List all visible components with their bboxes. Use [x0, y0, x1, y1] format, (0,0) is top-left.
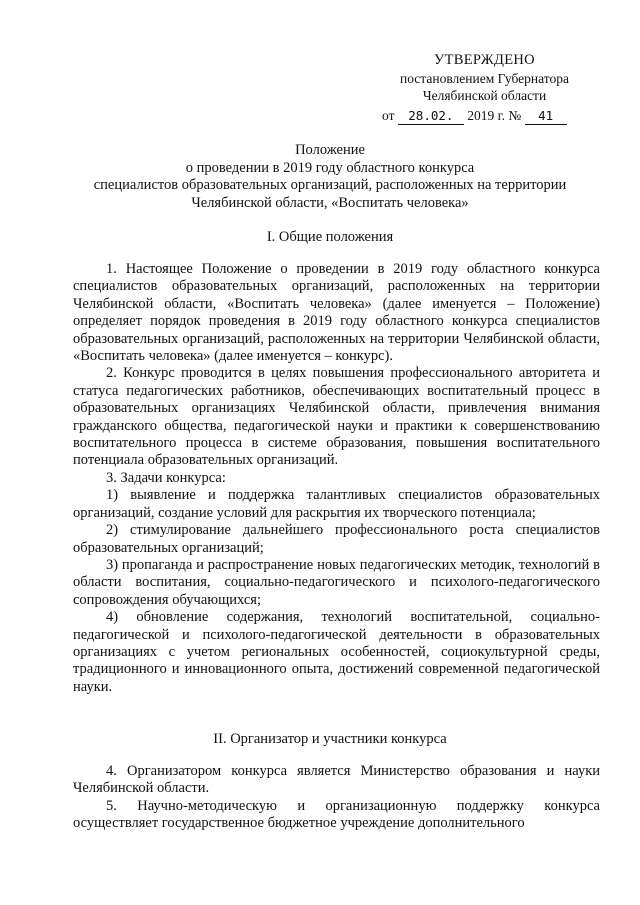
paragraph: 1. Настоящее Положение о проведении в 2019 году областного конкурса специалистов образовательных организаций, расположенных на территории Челябинской области, «Воспитать человека» (далее именуется – Положение) определяет порядок проведения в 2019 году областного конкурса специалистов образовательных организаций, расположенных на территории Челябинской области, «Воспитать человека» (далее именуется – конкурс). [73, 261, 600, 365]
paragraph: 2) стимулирование дальнейшего профессионального роста специалистов образовательных организаций; [73, 522, 600, 556]
document-subtitle-line: Челябинской области, «Воспитать человека» [191, 194, 469, 211]
approval-date-handwritten: 28.02. [398, 107, 464, 126]
paragraph: 3) пропаганда и распространение новых педагогических методик, технологий в области воспитания, социально-педагогического и психолого-педагогического сопровождения обучающихся; [73, 556, 600, 608]
paragraph: 4) обновление содержания, технологий воспитательной, социально-педагогической и психолого-педагогической деятельности в образовательных организациях с учетом региональных особенностей, социокультурной среды, традиционного и инновационного опыта, достижений современной педагогической науки. [73, 609, 600, 695]
section-2-body [73, 763, 600, 833]
section-heading-2: II. Организатор и участники конкурса [213, 731, 447, 747]
paragraph: 4. Организатором конкурса является Министерство образования и науки Челябинской области. [73, 763, 600, 797]
approval-line-1: постановлением Губернатора [400, 70, 569, 86]
document-subtitle-line: о проведении в 2019 году областного конкурса [185, 159, 475, 176]
section-heading-1: I. Общие положения [266, 229, 394, 245]
paragraph: 5. Научно-методическую и организационную поддержку конкурса осуществляет государственное бюджетное учреждение дополнительного [73, 797, 600, 832]
paragraph: 1) выявление и поддержка талантливых специалистов образовательных организаций, создание условий для раскрытия их творческого потенциала; [73, 487, 600, 521]
approval-number-handwritten: 41 [525, 107, 567, 126]
document-subtitle-line: специалистов образовательных организаций, расположенных на территории [93, 177, 567, 193]
paragraph: 3. Задачи конкурса: [106, 469, 226, 486]
approval-date-line [382, 107, 587, 126]
approval-stamp [382, 52, 587, 125]
approval-date-prefix: от [382, 107, 395, 123]
document-title-block [60, 142, 600, 212]
approval-year-text: 2019 г. № [467, 107, 522, 123]
document-title: Положение [295, 142, 365, 158]
section-1-body [73, 261, 600, 696]
approval-title: УТВЕРЖДЕНО [434, 52, 535, 68]
approval-line-2: Челябинской области [422, 88, 547, 103]
paragraph: 2. Конкурс проводится в целях повышения профессионального авторитета и статуса педагогических работников, обеспечивающих воспитательный процесс в образовательных организациях Челябинской области, привлечения внимания гражданского общества, педагогической науки и практики к совершенствованию воспитательного процесса в системе образования, повышения воспитательного потенциала образовательных организаций. [73, 365, 600, 469]
